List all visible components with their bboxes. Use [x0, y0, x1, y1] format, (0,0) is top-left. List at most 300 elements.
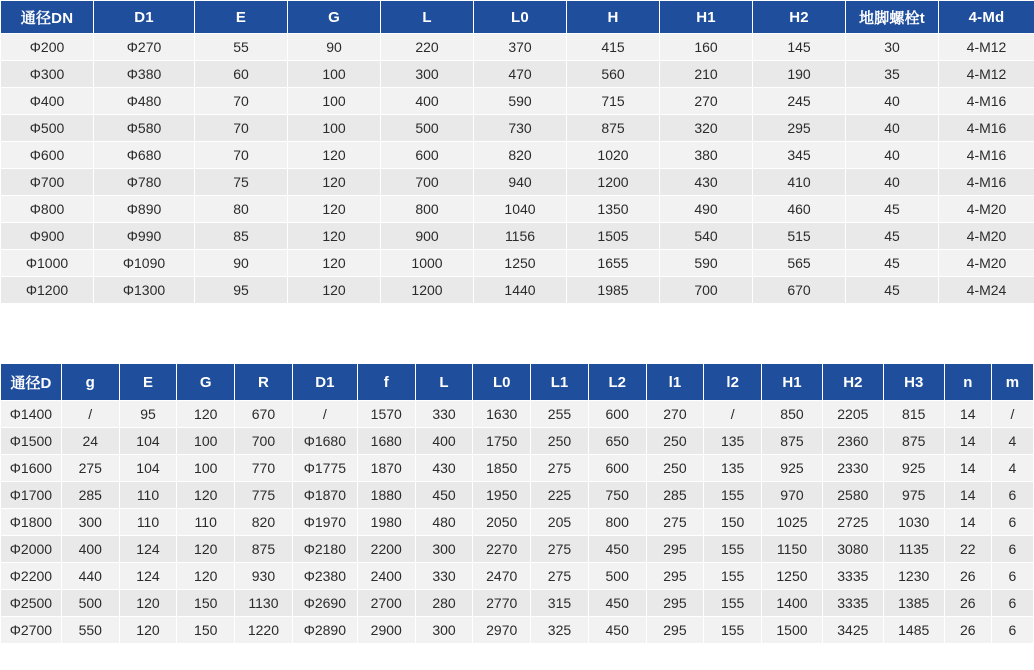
table-cell: 40 [846, 169, 939, 196]
table-cell: 430 [660, 169, 753, 196]
table-cell: 900 [381, 223, 474, 250]
table-cell: 100 [177, 455, 235, 482]
table-cell: 45 [846, 196, 939, 223]
table-cell: 750 [588, 482, 646, 509]
table-cell: 815 [883, 401, 944, 428]
row-label-cell: Φ2500 [1, 590, 62, 617]
table-cell: 2700 [357, 590, 415, 617]
table-cell: 220 [381, 34, 474, 61]
table-row [1, 196, 1034, 223]
table-cell: 4-M12 [939, 61, 1034, 88]
table-cell: 280 [415, 590, 473, 617]
table-cell: 460 [753, 196, 846, 223]
table-cell: 26 [944, 563, 991, 590]
table-cell: 2580 [822, 482, 883, 509]
table-cell: Φ1970 [292, 509, 357, 536]
table-cell: 250 [531, 428, 589, 455]
table-cell: 2205 [822, 401, 883, 428]
table-cell: 120 [288, 277, 381, 304]
row-label-cell: Φ600 [1, 142, 94, 169]
table-cell: 1680 [357, 428, 415, 455]
table-cell: 40 [846, 88, 939, 115]
table-cell: Φ990 [94, 223, 195, 250]
table-cell: 800 [381, 196, 474, 223]
table-cell: 1150 [762, 536, 823, 563]
table-cell: 590 [474, 88, 567, 115]
table-cell: 120 [288, 142, 381, 169]
table-cell: 2050 [473, 509, 531, 536]
table-row [1, 88, 1034, 115]
table-cell: 285 [646, 482, 704, 509]
table1-header [1, 1, 1034, 34]
table-cell: 3335 [822, 590, 883, 617]
table-row [1, 428, 1034, 455]
table-cell: 190 [753, 61, 846, 88]
table-cell: 300 [415, 536, 473, 563]
table-cell: 210 [660, 61, 753, 88]
column-header: H [567, 1, 660, 34]
table-cell: 820 [235, 509, 293, 536]
table-cell: 850 [762, 401, 823, 428]
table-cell: 100 [288, 88, 381, 115]
table-cell: 70 [195, 88, 288, 115]
row-label-cell: Φ2000 [1, 536, 62, 563]
table-cell: 295 [646, 536, 704, 563]
table-cell: 4-M16 [939, 169, 1034, 196]
table-cell: 540 [660, 223, 753, 250]
table-cell: 875 [235, 536, 293, 563]
table-cell: 275 [531, 455, 589, 482]
table-cell: 295 [646, 590, 704, 617]
table-cell: Φ2380 [292, 563, 357, 590]
row-label-cell: Φ200 [1, 34, 94, 61]
table-cell: 225 [531, 482, 589, 509]
table-cell: Φ270 [94, 34, 195, 61]
table-cell: 300 [415, 617, 473, 644]
table-row [1, 277, 1034, 304]
table-cell: 400 [61, 536, 119, 563]
table-cell: Φ680 [94, 142, 195, 169]
table-row [1, 563, 1034, 590]
column-header: H2 [753, 1, 846, 34]
row-label-cell: Φ500 [1, 115, 94, 142]
row-label-cell: Φ1500 [1, 428, 62, 455]
table-cell: 1200 [381, 277, 474, 304]
table-cell: 160 [660, 34, 753, 61]
table-cell: 590 [660, 250, 753, 277]
table-cell: Φ580 [94, 115, 195, 142]
table-cell: 6 [991, 482, 1033, 509]
table-cell: 124 [119, 563, 177, 590]
table-cell: 1230 [883, 563, 944, 590]
table-cell: 35 [846, 61, 939, 88]
column-header: l1 [646, 364, 704, 401]
table-cell: 1250 [762, 563, 823, 590]
column-header: 地脚螺栓t [846, 1, 939, 34]
table-cell: 925 [762, 455, 823, 482]
table-cell: 775 [235, 482, 293, 509]
table-cell: 1630 [473, 401, 531, 428]
table-cell: 124 [119, 536, 177, 563]
table-cell: / [991, 401, 1033, 428]
table-cell: 100 [288, 115, 381, 142]
table-cell: 120 [119, 590, 177, 617]
table-cell: 4-M16 [939, 115, 1034, 142]
table-cell: 415 [567, 34, 660, 61]
table-cell: / [292, 401, 357, 428]
table-cell: 1030 [883, 509, 944, 536]
table-cell: 410 [753, 169, 846, 196]
table-cell: Φ1300 [94, 277, 195, 304]
table-cell: Φ2180 [292, 536, 357, 563]
column-header: E [195, 1, 288, 34]
table-cell: 40 [846, 142, 939, 169]
table-cell: 1570 [357, 401, 415, 428]
table-cell: 120 [288, 196, 381, 223]
table-cell: 120 [119, 617, 177, 644]
table-cell: 500 [381, 115, 474, 142]
table-cell: 4-M16 [939, 88, 1034, 115]
table-cell: 470 [474, 61, 567, 88]
table-cell: 330 [415, 563, 473, 590]
table-cell: 150 [704, 509, 762, 536]
table-cell: 155 [704, 482, 762, 509]
table-cell: 450 [588, 536, 646, 563]
table-cell: 60 [195, 61, 288, 88]
table-cell: / [61, 401, 119, 428]
table-cell: 6 [991, 563, 1033, 590]
table-cell: 250 [646, 428, 704, 455]
column-header: E [119, 364, 177, 401]
table-cell: 925 [883, 455, 944, 482]
row-label-cell: Φ300 [1, 61, 94, 88]
table-row [1, 34, 1034, 61]
table-cell: 120 [177, 536, 235, 563]
row-label-cell: Φ1700 [1, 482, 62, 509]
table-cell: 1505 [567, 223, 660, 250]
table-cell: 2270 [473, 536, 531, 563]
table-cell: 104 [119, 455, 177, 482]
table-cell: 1040 [474, 196, 567, 223]
table-cell: Φ380 [94, 61, 195, 88]
table2-header [1, 364, 1034, 401]
table-cell: 2970 [473, 617, 531, 644]
table-cell: 2360 [822, 428, 883, 455]
table-cell: 440 [61, 563, 119, 590]
table-cell: 1200 [567, 169, 660, 196]
table-cell: 345 [753, 142, 846, 169]
table-row [1, 115, 1034, 142]
column-header: f [357, 364, 415, 401]
table-cell: 1850 [473, 455, 531, 482]
row-label-cell: Φ2700 [1, 617, 62, 644]
table-cell: 110 [119, 482, 177, 509]
table-cell: 650 [588, 428, 646, 455]
table-cell: 100 [177, 428, 235, 455]
table-row [1, 250, 1034, 277]
table-cell: 700 [660, 277, 753, 304]
table-cell: 135 [704, 455, 762, 482]
column-header: n [944, 364, 991, 401]
table-cell: 550 [61, 617, 119, 644]
table-cell: Φ480 [94, 88, 195, 115]
table-cell: 155 [704, 563, 762, 590]
column-header: H3 [883, 364, 944, 401]
table-row [1, 482, 1034, 509]
table-row [1, 536, 1034, 563]
column-header: L [415, 364, 473, 401]
table-cell: 104 [119, 428, 177, 455]
table-cell: 120 [288, 169, 381, 196]
row-label-cell: Φ1600 [1, 455, 62, 482]
table-cell: 3080 [822, 536, 883, 563]
table-cell: 1220 [235, 617, 293, 644]
table1-body [1, 34, 1034, 304]
table-cell: 1980 [357, 509, 415, 536]
row-label-cell: Φ800 [1, 196, 94, 223]
table-cell: Φ2890 [292, 617, 357, 644]
table-cell: 450 [588, 590, 646, 617]
table-cell: 2900 [357, 617, 415, 644]
table1-header-row [1, 1, 1034, 34]
table-cell: 155 [704, 536, 762, 563]
table-cell: 1020 [567, 142, 660, 169]
table-cell: 4-M20 [939, 196, 1034, 223]
table-cell: 1750 [473, 428, 531, 455]
table-cell: Φ780 [94, 169, 195, 196]
table-cell: 45 [846, 250, 939, 277]
table-cell: 450 [415, 482, 473, 509]
column-header: L [381, 1, 474, 34]
table-cell: 560 [567, 61, 660, 88]
table-cell: 400 [415, 428, 473, 455]
table-cell: 1350 [567, 196, 660, 223]
column-header: L1 [531, 364, 589, 401]
table-cell: 295 [646, 563, 704, 590]
table-cell: 300 [61, 509, 119, 536]
table-cell: 45 [846, 223, 939, 250]
table-cell: 3425 [822, 617, 883, 644]
table-row [1, 590, 1034, 617]
table-cell: 6 [991, 590, 1033, 617]
column-header: L0 [473, 364, 531, 401]
table-cell: 2725 [822, 509, 883, 536]
table-cell: 90 [288, 34, 381, 61]
table-row [1, 455, 1034, 482]
table-cell: 6 [991, 617, 1033, 644]
table-cell: 14 [944, 509, 991, 536]
table-cell: 1485 [883, 617, 944, 644]
table-cell: 875 [883, 428, 944, 455]
table-cell: 400 [381, 88, 474, 115]
table-cell: 730 [474, 115, 567, 142]
row-label-cell: Φ1400 [1, 401, 62, 428]
table2-body [1, 401, 1034, 644]
table-cell: Φ1090 [94, 250, 195, 277]
table-cell: 490 [660, 196, 753, 223]
table-cell: 145 [753, 34, 846, 61]
table-cell: 975 [883, 482, 944, 509]
table-cell: 120 [177, 563, 235, 590]
table-cell: 135 [704, 428, 762, 455]
table-cell: 600 [588, 401, 646, 428]
table-cell: 120 [288, 223, 381, 250]
table-cell: 325 [531, 617, 589, 644]
table-cell: 820 [474, 142, 567, 169]
table-row [1, 223, 1034, 250]
table-cell: 2470 [473, 563, 531, 590]
table-cell: 3335 [822, 563, 883, 590]
row-label-cell: Φ700 [1, 169, 94, 196]
table-cell: 320 [660, 115, 753, 142]
table-cell: 110 [177, 509, 235, 536]
table-cell: 22 [944, 536, 991, 563]
column-header: D1 [94, 1, 195, 34]
table-cell: 2200 [357, 536, 415, 563]
column-header: H1 [660, 1, 753, 34]
table-cell: 1440 [474, 277, 567, 304]
table-cell: 90 [195, 250, 288, 277]
table-cell: 245 [753, 88, 846, 115]
table-cell: 110 [119, 509, 177, 536]
table-cell: 1156 [474, 223, 567, 250]
table-cell: 1385 [883, 590, 944, 617]
table-cell: 120 [177, 401, 235, 428]
table-cell: 1135 [883, 536, 944, 563]
table-cell: 45 [846, 277, 939, 304]
table-cell: 380 [660, 142, 753, 169]
table-cell: 4-M20 [939, 250, 1034, 277]
column-header: H1 [762, 364, 823, 401]
column-header: 4-Md [939, 1, 1034, 34]
table-cell: 370 [474, 34, 567, 61]
table-cell: 4-M12 [939, 34, 1034, 61]
row-label-cell: Φ400 [1, 88, 94, 115]
column-header: D1 [292, 364, 357, 401]
table-cell: 155 [704, 590, 762, 617]
table-cell: 670 [235, 401, 293, 428]
table-cell: 6 [991, 536, 1033, 563]
table-cell: 26 [944, 617, 991, 644]
column-header: g [61, 364, 119, 401]
table-cell: 4-M16 [939, 142, 1034, 169]
table-cell: 30 [846, 34, 939, 61]
table-cell: 6 [991, 509, 1033, 536]
column-header: L2 [588, 364, 646, 401]
table-cell: 940 [474, 169, 567, 196]
table-cell: 330 [415, 401, 473, 428]
row-label-cell: Φ1800 [1, 509, 62, 536]
table-cell: 205 [531, 509, 589, 536]
table-row [1, 401, 1034, 428]
table-cell: 14 [944, 401, 991, 428]
table-cell: 480 [415, 509, 473, 536]
table-cell: 1655 [567, 250, 660, 277]
table-cell: 100 [288, 61, 381, 88]
table-cell: 515 [753, 223, 846, 250]
table-cell: 70 [195, 142, 288, 169]
table-cell: Φ1775 [292, 455, 357, 482]
table-row [1, 509, 1034, 536]
table-cell: 930 [235, 563, 293, 590]
table-cell: 150 [177, 617, 235, 644]
table-cell: 285 [61, 482, 119, 509]
table-cell: 430 [415, 455, 473, 482]
table-cell: 500 [61, 590, 119, 617]
table-cell: 275 [61, 455, 119, 482]
table-cell: 95 [195, 277, 288, 304]
table-cell: 275 [531, 536, 589, 563]
column-header: G [288, 1, 381, 34]
column-header: l2 [704, 364, 762, 401]
table-cell: 875 [567, 115, 660, 142]
table-cell: 1950 [473, 482, 531, 509]
table-cell: 1400 [762, 590, 823, 617]
table-cell: 95 [119, 401, 177, 428]
table-cell: 70 [195, 115, 288, 142]
column-header: 通径D [1, 364, 62, 401]
table-cell: 75 [195, 169, 288, 196]
table-cell: Φ890 [94, 196, 195, 223]
table-cell: 24 [61, 428, 119, 455]
table-cell: 150 [177, 590, 235, 617]
table-cell: Φ2690 [292, 590, 357, 617]
table-cell: 715 [567, 88, 660, 115]
table-cell: 26 [944, 590, 991, 617]
table-cell: 55 [195, 34, 288, 61]
column-header: 通径DN [1, 1, 94, 34]
table-cell: / [704, 401, 762, 428]
table2-header-row [1, 364, 1034, 401]
table-cell: 565 [753, 250, 846, 277]
table-cell: 255 [531, 401, 589, 428]
table-cell: 4-M20 [939, 223, 1034, 250]
table-cell: 770 [235, 455, 293, 482]
table-cell: 14 [944, 428, 991, 455]
table-cell: 275 [531, 563, 589, 590]
table-cell: 600 [381, 142, 474, 169]
table-cell: 1500 [762, 617, 823, 644]
table-cell: 295 [646, 617, 704, 644]
table-cell: 600 [588, 455, 646, 482]
table-cell: 295 [753, 115, 846, 142]
table-cell: 14 [944, 482, 991, 509]
table-row [1, 617, 1034, 644]
table-cell: 700 [381, 169, 474, 196]
table-cell: 4 [991, 455, 1033, 482]
table-cell: 1870 [357, 455, 415, 482]
table-cell: 2770 [473, 590, 531, 617]
table-cell: 315 [531, 590, 589, 617]
column-header: L0 [474, 1, 567, 34]
column-header: H2 [822, 364, 883, 401]
table-cell: 275 [646, 509, 704, 536]
table-cell: Φ1870 [292, 482, 357, 509]
row-label-cell: Φ1000 [1, 250, 94, 277]
table-cell: 970 [762, 482, 823, 509]
dimension-table-large-bore [0, 363, 1034, 644]
table-cell: 875 [762, 428, 823, 455]
table-cell: 250 [646, 455, 704, 482]
table-cell: 300 [381, 61, 474, 88]
table-cell: 1985 [567, 277, 660, 304]
table-cell: 40 [846, 115, 939, 142]
table-cell: 2400 [357, 563, 415, 590]
table-cell: 270 [660, 88, 753, 115]
table-cell: 120 [288, 250, 381, 277]
table-cell: Φ1680 [292, 428, 357, 455]
table-cell: 700 [235, 428, 293, 455]
